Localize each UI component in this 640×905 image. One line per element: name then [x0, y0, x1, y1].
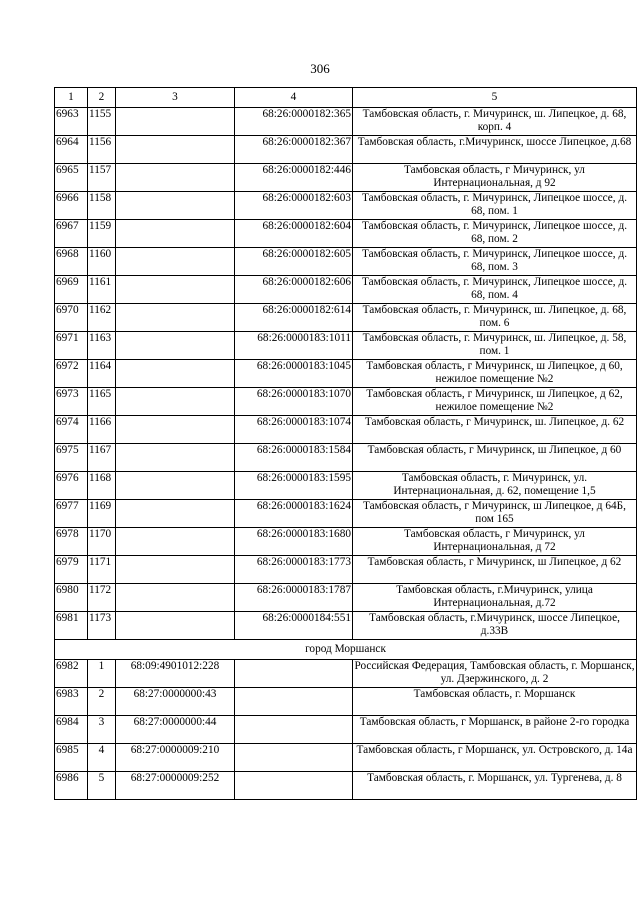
address: Тамбовская область, г. Мичуринск, ул. Интернациональная, д. 62, помещение 1,5: [353, 472, 637, 500]
row-column-3: [116, 416, 235, 444]
address: Тамбовская область, г Мичуринск, ш Липецкое, д 62, нежилое помещение №2: [353, 388, 637, 416]
row-subnumber: 1163: [88, 332, 116, 360]
cadastral-number: 68:26:0000183:1074: [235, 416, 353, 444]
row-number: 6980: [55, 584, 88, 612]
address: Тамбовская область, г Мичуринск, ш Липецкое, д 60, нежилое помещение №2: [353, 360, 637, 388]
cadastral-number: 68:26:0000183:1011: [235, 332, 353, 360]
row-column-3: [116, 556, 235, 584]
row-subnumber: 1169: [88, 500, 116, 528]
row-subnumber: 4: [88, 744, 116, 772]
cadastral-number: 68:26:0000182:603: [235, 192, 353, 220]
row-number: 6979: [55, 556, 88, 584]
address: Тамбовская область, г Мичуринск, ш Липецкое, д 60: [353, 444, 637, 472]
address: Тамбовская область, г Моршанск, ул. Островского, д. 14а: [353, 744, 637, 772]
address: Тамбовская область, г. Моршанск, ул. Тургенева, д. 8: [353, 772, 637, 800]
row-column-3: [116, 332, 235, 360]
table-row: [55, 164, 637, 192]
row-number: 6982: [55, 660, 88, 688]
cadastral-number: [235, 660, 353, 688]
row-subnumber: 5: [88, 772, 116, 800]
address: Тамбовская область, г. Мичуринск, ш. Липецкое, д. 68, пом. 6: [353, 304, 637, 332]
row-column-3: 68:27:0000009:252: [116, 772, 235, 800]
row-number: 6977: [55, 500, 88, 528]
row-number: 6970: [55, 304, 88, 332]
row-column-3: [116, 612, 235, 640]
row-subnumber: 1164: [88, 360, 116, 388]
row-column-3: [116, 528, 235, 556]
cadastral-number: 68:26:0000183:1595: [235, 472, 353, 500]
row-number: 6968: [55, 248, 88, 276]
address: Тамбовская область, г Моршанск, в районе 2-го городка: [353, 716, 637, 744]
cadastral-number: 68:26:0000183:1680: [235, 528, 353, 556]
row-subnumber: 2: [88, 688, 116, 716]
row-subnumber: 3: [88, 716, 116, 744]
header-row: [55, 88, 637, 108]
cadastral-number: 68:26:0000183:1624: [235, 500, 353, 528]
row-column-3: 68:27:0000000:43: [116, 688, 235, 716]
row-column-3: 68:09:4901012:228: [116, 660, 235, 688]
row-number: 6969: [55, 276, 88, 304]
address: Тамбовская область, г. Мичуринск, Липецкое шоссе, д. 68, пом. 3: [353, 248, 637, 276]
table-row: [55, 472, 637, 500]
table-row: [55, 276, 637, 304]
address: Тамбовская область, г. Мичуринск, Липецкое шоссе, д. 68, пом. 4: [353, 276, 637, 304]
row-number: 6978: [55, 528, 88, 556]
row-column-3: [116, 472, 235, 500]
row-subnumber: 1155: [88, 108, 116, 136]
address: Тамбовская область, г.Мичуринск, улица Интернациональная, д.72: [353, 584, 637, 612]
row-number: 6981: [55, 612, 88, 640]
row-column-3: [116, 584, 235, 612]
cadastral-number: [235, 744, 353, 772]
row-number: 6966: [55, 192, 88, 220]
row-subnumber: 1172: [88, 584, 116, 612]
table-row: [55, 416, 637, 444]
table-row: [55, 584, 637, 612]
row-number: 6973: [55, 388, 88, 416]
row-column-3: [116, 388, 235, 416]
table-row: [55, 136, 637, 164]
row-column-3: [116, 220, 235, 248]
table-row: [55, 688, 637, 716]
row-number: 6985: [55, 744, 88, 772]
address: Тамбовская область, г Мичуринск, ш Липецкое, д 64Б, пом 165: [353, 500, 637, 528]
table-row: [55, 220, 637, 248]
header-col-2: 2: [88, 88, 116, 108]
cadastral-number: 68:26:0000182:606: [235, 276, 353, 304]
row-column-3: [116, 192, 235, 220]
address: Тамбовская область, г.Мичуринск, шоссе Липецкое, д.68: [353, 136, 637, 164]
row-column-3: [116, 500, 235, 528]
row-column-3: [116, 276, 235, 304]
row-subnumber: 1159: [88, 220, 116, 248]
cadastral-number: [235, 716, 353, 744]
table-row: [55, 772, 637, 800]
row-column-3: [116, 304, 235, 332]
table-row: [55, 108, 637, 136]
group-title: город Моршанск: [55, 640, 637, 660]
row-subnumber: 1168: [88, 472, 116, 500]
row-number: 6986: [55, 772, 88, 800]
row-number: 6967: [55, 220, 88, 248]
table-row: [55, 500, 637, 528]
header-col-3: 3: [116, 88, 235, 108]
cadastral-number: 68:26:0000184:551: [235, 612, 353, 640]
row-number: 6974: [55, 416, 88, 444]
cadastral-number: 68:26:0000183:1045: [235, 360, 353, 388]
address: Тамбовская область, г. Мичуринск, ш. Липецкое, д. 68, корп. 4: [353, 108, 637, 136]
property-registry-table: [54, 87, 637, 800]
cadastral-number: 68:26:0000182:365: [235, 108, 353, 136]
table-row: [55, 192, 637, 220]
row-subnumber: 1166: [88, 416, 116, 444]
row-column-3: [116, 136, 235, 164]
address: Тамбовская область, г.Мичуринск, шоссе Липецкое, д.33В: [353, 612, 637, 640]
table-row: [55, 528, 637, 556]
group-header-row: [55, 640, 637, 660]
row-subnumber: 1: [88, 660, 116, 688]
cadastral-number: 68:26:0000183:1773: [235, 556, 353, 584]
row-subnumber: 1171: [88, 556, 116, 584]
table-row: [55, 612, 637, 640]
table-row: [55, 360, 637, 388]
table-row: [55, 304, 637, 332]
table-row: [55, 248, 637, 276]
address: Российская Федерация, Тамбовская область, г. Моршанск, ул. Дзержинского, д. 2: [353, 660, 637, 688]
table-row: [55, 332, 637, 360]
row-subnumber: 1173: [88, 612, 116, 640]
page-number: 306: [310, 61, 330, 76]
row-number: 6964: [55, 136, 88, 164]
table-row: [55, 556, 637, 584]
row-number: 6984: [55, 716, 88, 744]
row-column-3: [116, 360, 235, 388]
row-subnumber: 1158: [88, 192, 116, 220]
row-number: 6963: [55, 108, 88, 136]
row-number: 6983: [55, 688, 88, 716]
row-subnumber: 1167: [88, 444, 116, 472]
cadastral-number: 68:26:0000182:605: [235, 248, 353, 276]
address: Тамбовская область, г. Мичуринск, Липецкое шоссе, д. 68, пом. 2: [353, 220, 637, 248]
row-subnumber: 1162: [88, 304, 116, 332]
address: Тамбовская область, г. Мичуринск, ш. Липецкое, д. 58, пом. 1: [353, 332, 637, 360]
cadastral-number: 68:26:0000183:1070: [235, 388, 353, 416]
row-number: 6965: [55, 164, 88, 192]
row-number: 6971: [55, 332, 88, 360]
cadastral-number: 68:26:0000182:614: [235, 304, 353, 332]
row-number: 6972: [55, 360, 88, 388]
row-subnumber: 1161: [88, 276, 116, 304]
row-subnumber: 1170: [88, 528, 116, 556]
table-row: [55, 388, 637, 416]
cadastral-number: 68:26:0000183:1584: [235, 444, 353, 472]
cadastral-number: [235, 772, 353, 800]
row-column-3: [116, 108, 235, 136]
header-col-1: 1: [55, 88, 88, 108]
row-subnumber: 1165: [88, 388, 116, 416]
address: Тамбовская область, г. Мичуринск, Липецкое шоссе, д. 68, пом. 1: [353, 192, 637, 220]
header-col-4: 4: [235, 88, 353, 108]
row-column-3: [116, 164, 235, 192]
address: Тамбовская область, г Мичуринск, ш Липецкое, д 62: [353, 556, 637, 584]
table-row: [55, 660, 637, 688]
row-subnumber: 1156: [88, 136, 116, 164]
table-row: [55, 716, 637, 744]
address: Тамбовская область, г. Моршанск: [353, 688, 637, 716]
header-col-5: 5: [353, 88, 637, 108]
address: Тамбовская область, г Мичуринск, ул Интернациональная, д 92: [353, 164, 637, 192]
cadastral-number: [235, 688, 353, 716]
address: Тамбовская область, г Мичуринск, ш. Липецкое, д. 62: [353, 416, 637, 444]
row-subnumber: 1157: [88, 164, 116, 192]
cadastral-number: 68:26:0000183:1787: [235, 584, 353, 612]
row-subnumber: 1160: [88, 248, 116, 276]
table-row: [55, 744, 637, 772]
row-number: 6976: [55, 472, 88, 500]
row-column-3: [116, 248, 235, 276]
row-column-3: [116, 444, 235, 472]
address: Тамбовская область, г Мичуринск, ул Интернациональная, д 72: [353, 528, 637, 556]
cadastral-number: 68:26:0000182:367: [235, 136, 353, 164]
cadastral-number: 68:26:0000182:604: [235, 220, 353, 248]
row-number: 6975: [55, 444, 88, 472]
row-column-3: 68:27:0000009:210: [116, 744, 235, 772]
row-column-3: 68:27:0000000:44: [116, 716, 235, 744]
cadastral-number: 68:26:0000182:446: [235, 164, 353, 192]
table-row: [55, 444, 637, 472]
table-body: [55, 88, 637, 800]
